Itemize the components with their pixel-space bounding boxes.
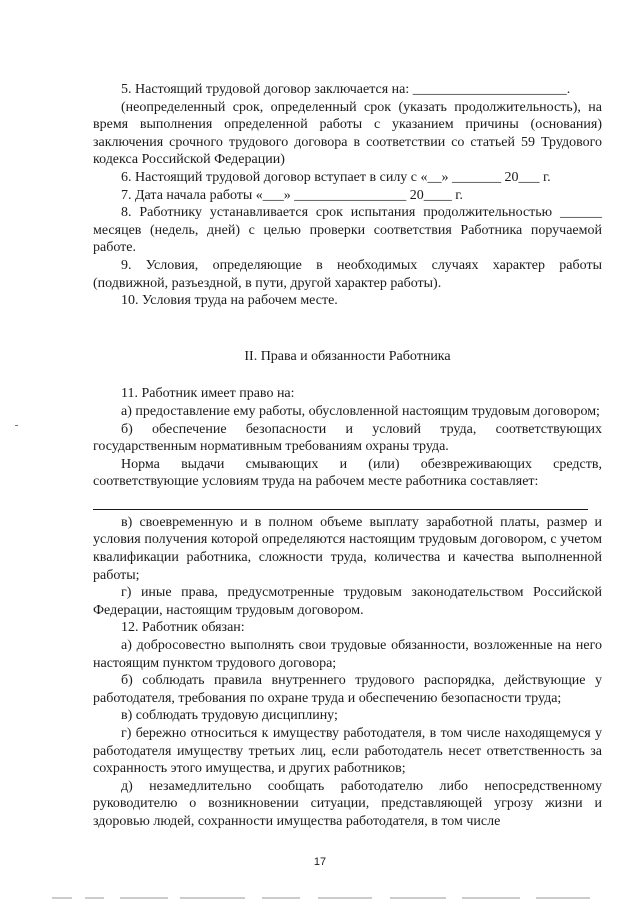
scan-bottom-edge [0,896,640,900]
clause-12-d: д) незамедлительно сообщать работодателю либо непосредственному руководителю о возникновении ситуации, представляющей угрозу жизни и здоровью людей, сохранности имущества работодателя, в том числе [93,778,602,829]
section-title: II. Права и обязанности Работника [244,348,451,364]
clause-7: 7. Дата начала работы «___» ________________ 20____ г. [121,187,463,203]
fill-in-line [93,491,588,510]
clause-11-norm: Норма выдачи смывающих и (или) обезвреживающих средств, соответствующие условиям труда на рабочем месте работника составляет: [93,456,602,490]
clause-11-g: г) иные права, предусмотренные трудовым законодательством Российской Федерации, настоящим трудовым договором. [93,585,602,618]
clause-12-g: г) бережно относиться к имуществу работодателя, в том числе находящемуся у работодателя имуществу третьих лиц, если работодатель несет ответственность за сохранность этого имущества, и других работников; [93,726,602,777]
clause-11-b: б) обеспечение безопасности и условий труда, соответствующих государственным нормативным требованиям охраны труда. [93,421,602,455]
clause-11: 11. Работник имеет право на: [121,386,295,402]
clause-5-note: (неопределенный срок, определенный срок (указать продолжительность), на время выполнения определенной работы с указанием причины (основания) заключения срочного трудового договора в соответствии со статьей 59 Трудового кодекса Российской Федерации) [93,99,602,168]
clause-12: 12. Работник обязан: [121,620,245,636]
clause-9: 9. Условия, определяющие в необходимых случаях характер работы (подвижной, разъездной, в пути, другой характер работы). [93,257,602,291]
clause-11-a: а) предоставление ему работы, обусловленной настоящим трудовым договором; [121,403,600,419]
clause-6: 6. Настоящий трудовой договор вступает в силу с «__» _______ 20___ г. [121,169,551,185]
scan-mark [15,425,18,426]
clause-12-v: в) соблюдать трудовую дисциплину; [121,708,338,724]
clause-12-a: а) добросовестно выполнять свои трудовые обязанности, возложенные на него настоящим пунктом трудового договора; [93,638,602,671]
clause-11-v: в) своевременную и в полном объеме выплату заработной платы, размер и условия получения которой определяются настоящим трудовым договором, с учетом квалификации работника, сложности труда, количества и качества выполненной работы; [93,514,602,583]
document-body [93,81,602,831]
clause-12-b: б) соблюдать правила внутреннего трудового распорядка, действующие у работодателя, требования по охране труда и обеспечению безопасности труда; [93,673,602,706]
clause-5: 5. Настоящий трудовой договор заключается на: ______________________. [121,82,571,97]
clause-8: 8. Работнику устанавливается срок испытания продолжительностью ______ месяцев (недель, дней) с целью проверки соответствия Работника поручаемой работе. [93,205,602,256]
clause-10: 10. Условия труда на рабочем месте. [121,293,338,309]
page-number: 17 [313,856,327,868]
